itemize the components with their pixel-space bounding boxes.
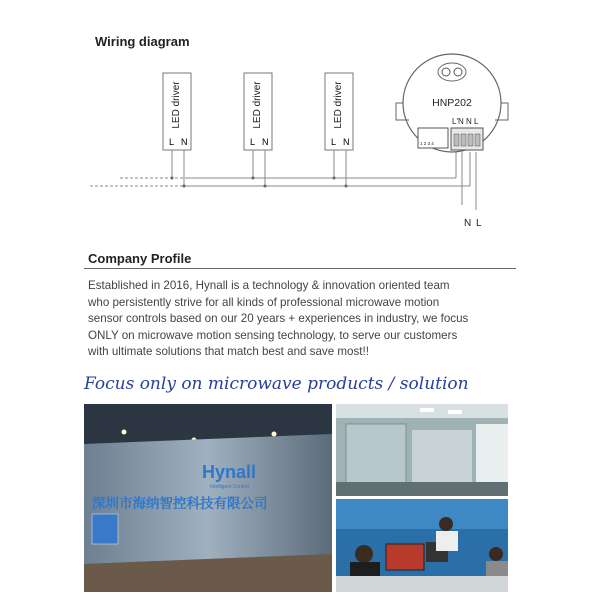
office-collage-photo (336, 404, 508, 592)
section-divider (84, 268, 516, 269)
sensor-model: HNP202 (432, 97, 472, 109)
supply-l-label: L (476, 218, 482, 229)
led-driver-label: LED driver (171, 81, 182, 129)
profile-line: ONLY on microwave motion sensing technology, to serve our customers (88, 328, 458, 342)
sensor-terminals: L'N N L (452, 117, 479, 126)
wiring-diagram-title: Wiring diagram (95, 34, 190, 49)
led-driver-label: LED driver (333, 81, 344, 129)
profile-line: sensor controls based on our 20 years + experiences in industry, we focus (88, 312, 469, 326)
terminal-n-label: N (262, 137, 269, 147)
profile-line: Established in 2016, Hynall is a technology & innovation oriented team (88, 279, 450, 292)
hynall-logo-sub: Intelligent Control (210, 484, 249, 490)
office-reception-photo (84, 404, 332, 592)
office-collage-illustration (336, 404, 508, 592)
supply-n-label: N (464, 218, 472, 229)
terminal-l-label: L (331, 137, 337, 147)
led-driver-3 (325, 73, 353, 150)
company-profile-title: Company Profile (88, 251, 192, 266)
led-driver-label: LED driver (252, 81, 263, 129)
sensor-hnp202 (396, 54, 508, 152)
led-driver-1 (163, 73, 191, 150)
dip-switch-label: 1 2 3 4 (420, 141, 434, 146)
profile-line: who persistently strive for all kinds of professional microwave motion (88, 295, 440, 309)
company-profile-text (88, 278, 518, 361)
wiring-diagram (0, 0, 600, 250)
reception-wall-illustration (84, 404, 332, 592)
terminal-l-label: L (250, 137, 256, 147)
hynall-logo: Hynall (202, 462, 257, 482)
profile-line: with ultimate solutions that match best and save most!! (88, 345, 369, 359)
company-sign: 深圳市海纳智控科技有限公司 (92, 496, 268, 512)
terminal-n-label: N (343, 137, 350, 147)
terminal-n-label: N (181, 137, 188, 147)
terminal-l-label: L (169, 137, 175, 147)
driver-wires (90, 150, 476, 210)
focus-slogan: Focus only on microwave products / solution (84, 374, 469, 394)
led-driver-2 (244, 73, 272, 150)
